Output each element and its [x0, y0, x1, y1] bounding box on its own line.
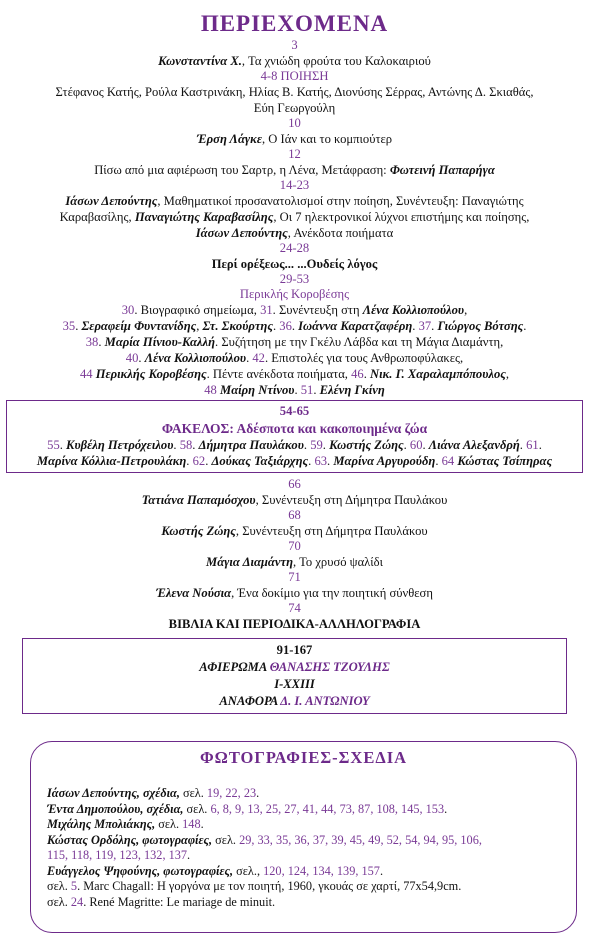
toc-entry: Περί ορέξεως... ...Ουδείς λόγος [211, 257, 378, 271]
photo-credit: Μιχάλης Μπολιάκης, σελ. 148. [47, 817, 204, 831]
photos-title: ΦΩΤΟΓΡΑΦΙΕΣ-ΣΧΕΔΙΑ [199, 748, 408, 767]
author: Ελένη Γκίνη [319, 383, 385, 397]
entry-title: , Ανέκδοτα ποιήματα [287, 226, 394, 240]
page-title: ΠΕΡΙΕΧΟΜΕΝΑ [200, 11, 389, 36]
author: Λένα Κολλιοπούλου [144, 351, 247, 365]
page-numbers: 5 [70, 879, 78, 893]
entry-title: . Συζήτηση με την Γκέλυ Λάβδα και τη Μάγια Διαμάντη, [215, 335, 504, 349]
toc-entry [0, 53, 589, 69]
author: Μαίρη Ντίνου [220, 383, 295, 397]
page-number: 62 [192, 454, 206, 468]
toc-entry: Στέφανος Κατής, Ρούλα Καστρινάκη, Ηλίας Β. Κατής, Διονύσης Σέρρας, Αντώνης Δ. Σκιαθάς, [55, 85, 534, 99]
author: Δήμητρα Παυλάκου [198, 438, 304, 452]
entry-title: , Συνέντευξη στη Δήμητρα Παυλάκου [255, 493, 448, 507]
page-number: 91-167 [276, 643, 313, 657]
toc-entry [0, 193, 589, 209]
author: Κωνσταντίνα Χ. [158, 54, 242, 68]
toc-entry [0, 523, 589, 539]
author: Μιχάλης Μπολιάκης, [47, 817, 156, 831]
author: Έντα Δημοπούλου, σχέδια, [47, 801, 184, 816]
page-number: 44 [79, 367, 93, 381]
entry-title: Πίσω από μια αφιέρωση του Σαρτρ, η Λένα, Μετάφραση: [94, 163, 390, 177]
section-name: Περικλής Κοροβέσης [239, 287, 350, 301]
page-number: 4-8 ΠΟΙΗΣΗ [260, 69, 329, 83]
page-number: 10 [288, 116, 301, 130]
author: Νικ. Γ. Χαραλαμπόπουλος [370, 367, 506, 381]
artwork-caption: . René Magritte: Le mariage de minuit. [83, 894, 276, 909]
toc-entry [0, 225, 589, 241]
page-number: 31 [260, 303, 273, 317]
page-number: 12 [288, 147, 301, 161]
photo-credit [47, 879, 576, 895]
toc-entry [0, 131, 589, 147]
toc-entry: 44 Περικλής Κοροβέσης. Πέντε ανέκδοτα ποιήματα, 46. Νικ. Γ. Χαραλαμπόπουλος, [79, 367, 510, 381]
page-label: σελ., [233, 863, 264, 878]
photos-list [47, 786, 576, 910]
page-label: σελ. [183, 801, 211, 816]
toc-entry: Μαρίνα Κόλλια-Πετρουλάκη. 62. Δούκας Ταξιάρχης. 63. Μαρίνα Αργυρούδη. 64 Κώστας Τσίπηρας [36, 454, 553, 468]
tribute-line [25, 693, 564, 710]
photos-box [30, 741, 577, 933]
tribute-box [22, 638, 567, 714]
entry-title: . Βιογραφικό σημείωμα, [134, 303, 261, 317]
page-number: 38 [85, 335, 99, 349]
tribute-name: Δ. Ι. ΑΝΤΩΝΙΟΥ [280, 694, 370, 708]
entry-title: Καραβασίλης, [59, 210, 135, 224]
author: Κυβέλη Πετρόχειλου [66, 438, 174, 452]
page-number: 35 [62, 319, 76, 333]
toc-entry [0, 554, 589, 570]
page-number: 40 [125, 351, 139, 365]
page-numbers: 148 [182, 817, 201, 831]
entry-title: , Συνέντευξη στη Δήμητρα Παυλάκου [235, 524, 428, 538]
artwork-caption: . Marc Chagall: Η γοργόνα με τον ποιητή, 1960, γκουάς σε χαρτί, 77x54,9cm. [77, 879, 462, 893]
toc-entry: 35. Σεραφείμ Φυντανίδης, Στ. Σκούρτης. 36. Ιωάννα Καρατζαφέρη. 37. Γιώργος Βότσης. [62, 319, 527, 333]
toc-entry: 40. Λένα Κολλιοπούλου. 42. Επιστολές για τους Ανθρωποφύλακες, [125, 351, 464, 365]
page-numbers: 120, 124, 134, 139, 157 [263, 863, 380, 878]
author: Φωτεινή Παπαρήγα [389, 163, 495, 177]
entry-title: . Συνέντευξη στη [272, 303, 363, 317]
page-number: 68 [288, 508, 301, 522]
page-number: 66 [288, 477, 301, 491]
author: Στ. Σκούρτης [202, 319, 273, 333]
page-number: 54-65 [279, 404, 310, 418]
page-number: 70 [288, 539, 301, 553]
page-numbers: 6, 8, 9, 13, 25, 27, 41, 44, 73, 87, 108, 145, 153 [210, 801, 445, 816]
author: Μαρίνα Κόλλια-Πετρουλάκη [36, 454, 187, 468]
toc-entry [0, 585, 589, 601]
photo-credit: Έντα Δημοπούλου, σχέδια, σελ. 6, 8, 9, 13, 25, 27, 41, 44, 73, 87, 108, 145, 153. [47, 801, 448, 816]
page-number: 60 [409, 438, 423, 452]
tribute-label: ΑΝΑΦΟΡΑ [219, 694, 281, 708]
section-heading: ΒΙΒΛΙΑ ΚΑΙ ΠΕΡΙΟΔΙΚΑ-ΑΛΛΗΛΟΓΡΑΦΙΑ [168, 617, 421, 631]
author: Ευάγγελος Ψηφούνης, φωτογραφίες, [47, 863, 234, 878]
page-label: σελ. [179, 786, 207, 800]
toc-entry: 48 Μαίρη Ντίνου. 51. Ελένη Γκίνη [204, 383, 385, 397]
page-number: 71 [288, 570, 301, 584]
page-numbers: 24 [70, 894, 84, 909]
page-number: 14-23 [279, 178, 310, 192]
author: Ιάσων Δεπούντης, σχέδια, [47, 786, 180, 800]
toc-entry [0, 162, 589, 178]
page-label: σελ. [155, 817, 183, 831]
author: Παναγιώτης Καραβασίλης [134, 210, 274, 224]
author: Σεραφείμ Φυντανίδης [81, 319, 197, 333]
photo-credit: Ευάγγελος Ψηφούνης, φωτογραφίες, σελ., 120, 124, 134, 139, 157. [47, 863, 384, 878]
page-label: σελ. [47, 879, 71, 893]
author: Ιωάννα Καρατζαφέρη [298, 319, 413, 333]
author: Ιάσων Δεπούντης [65, 194, 158, 208]
author: Τατιάνα Παπαμόσχου [141, 493, 256, 507]
tribute-pages: I-XXIII [274, 677, 315, 691]
page-number: 24-28 [279, 241, 310, 255]
page-label: σελ. [47, 894, 71, 909]
page-number: 36 [279, 319, 292, 333]
page-number: 48 [204, 383, 217, 397]
author: Μάγια Διαμάντη [206, 555, 293, 569]
entry-title: , Ένα δοκίμιο για την ποιητική σύνθεση [231, 586, 433, 600]
toc-entry: Εύη Γεωργούλη [253, 101, 336, 115]
entry-title: , Το χρυσό ψαλίδι [293, 555, 383, 569]
page-number: 58 [179, 438, 193, 452]
author: Μαρίνα Αργυρούδη [333, 454, 436, 468]
author: Δούκας Ταξιάρχης [211, 454, 309, 468]
author: Γιώργος Βότσης [437, 319, 524, 333]
toc-entry [0, 209, 589, 225]
tribute-label: ΑΦΙΕΡΩΜΑ [199, 660, 270, 674]
toc-entry [0, 492, 589, 508]
page-numbers: 115, 118, 119, 123, 132, 137 [47, 848, 188, 862]
toc-entry: 30. Βιογραφικό σημείωμα, 31. Συνέντευξη στη Λένα Κολλιοπούλου, [121, 303, 468, 317]
page-number: 29-53 [279, 272, 310, 286]
page-numbers: 19, 22, 23 [206, 786, 257, 800]
entry-title: , Τα χνιώδη φρούτα του Καλοκαιριού [241, 54, 431, 68]
page-number: 55 [47, 438, 60, 452]
entry-title: , Μαθηματικοί προσανατολισμοί στην ποίηση, Συνέντευξη: Παναγιώτης [157, 194, 524, 208]
author: Λιάνα Αλεξανδρή [428, 438, 520, 452]
page-numbers: 29, 33, 35, 36, 37, 39, 45, 49, 52, 54, 94, 95, 106, [239, 832, 482, 847]
page-number: 64 [441, 454, 455, 468]
entry-title: . Πέντε ανέκδοτα ποιήματα, [206, 367, 352, 381]
page-number: 63 [314, 454, 328, 468]
author: Έλενα Νούσια [156, 586, 232, 600]
author: Λένα Κολλιοπούλου [362, 303, 465, 317]
author: Ιάσων Δεπούντης [195, 226, 288, 240]
entry-title: , Οι 7 ηλεκτρονικοί λύχνοι επιστήμης και ποίησης, [273, 210, 530, 224]
photo-credit: Ιάσων Δεπούντης, σχέδια, σελ. 19, 22, 23. [47, 786, 260, 800]
photo-credit [47, 833, 576, 849]
author: Περικλής Κοροβέσης [95, 367, 207, 381]
page-number: 46 [351, 367, 364, 381]
page-number: 30 [121, 303, 135, 317]
folder-title: ΦΑΚΕΛΟΣ: Αδέσποτα και κακοποιημένα ζώα [161, 421, 428, 436]
page-number: 51 [300, 383, 314, 397]
author: Κωστής Ζώης [161, 524, 236, 538]
toc-entry: 38. Μαρία Πίνιου-Καλλή. Συζήτηση με την Γκέλυ Λάβδα και τη Μάγια Διαμάντη, [85, 335, 504, 349]
author: Κωστής Ζώης [329, 438, 404, 452]
page-label: σελ. [212, 832, 240, 847]
page-number: 3 [291, 38, 298, 52]
page-number: 37 [418, 319, 432, 333]
page-number: 59 [310, 438, 323, 452]
page-number: 42 [252, 351, 265, 365]
page-number: 74 [288, 601, 301, 615]
photo-credit [47, 895, 576, 911]
photo-credit: 115, 118, 119, 123, 132, 137. [47, 848, 191, 862]
author: Κώστας Τσίπηρας [457, 454, 553, 468]
entry-title: . Επιστολές για τους Ανθρωποφύλακες, [264, 351, 464, 365]
author: Μαρία Πίνιου-Καλλή [104, 335, 216, 349]
page-number: 61 [526, 438, 539, 452]
author: Έρση Λάγκε [196, 132, 262, 146]
tribute-name: ΘΑΝΑΣΗΣ ΤΖΟΥΛΗΣ [269, 660, 390, 674]
folder-box [6, 400, 583, 473]
toc-entry: 55. Κυβέλη Πετρόχειλου. 58. Δήμητρα Παυλάκου. 59. Κωστής Ζώης. 60. Λιάνα Αλεξανδρή. 61. [47, 438, 542, 452]
tribute-line [25, 659, 564, 676]
entry-title: , Ο Ιάν και το κομπιούτερ [262, 132, 393, 146]
author: Κώστας Ορδόλης, φωτογραφίες, [47, 832, 213, 847]
